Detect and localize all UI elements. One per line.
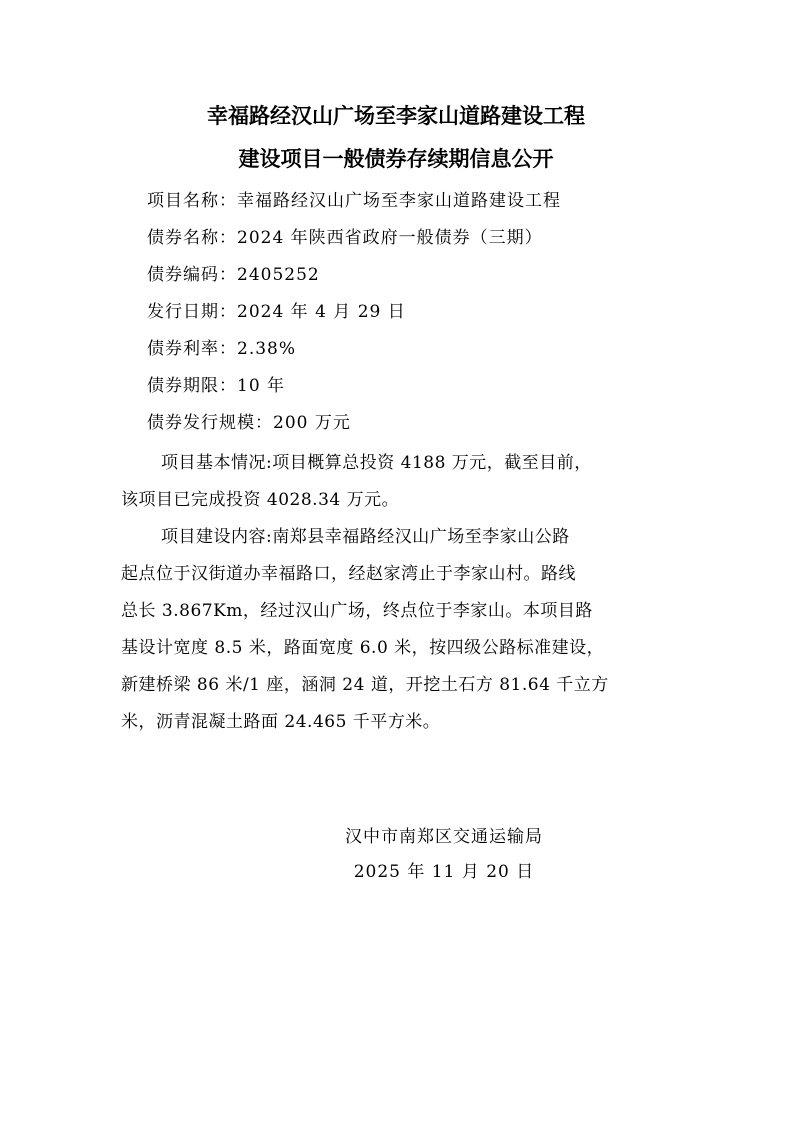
field-value: 2.38% bbox=[237, 339, 297, 359]
construction-paragraph bbox=[121, 526, 681, 748]
paragraph-line: 起点位于汉街道办幸福路口，经赵家湾止于李家山村。路线 bbox=[121, 564, 576, 584]
field-bond-code bbox=[147, 264, 320, 286]
paragraph-line: 项目基本情况:项目概算总投资 4188 万元，截至目前， bbox=[161, 453, 592, 473]
field-interest-rate bbox=[147, 338, 296, 360]
paragraph-line: 基设计宽度 8.5 米，路面宽度 6.0 米，按四级公路标准建设， bbox=[121, 638, 605, 658]
field-label: 项目名称： bbox=[147, 191, 237, 211]
field-issue-scale bbox=[147, 412, 351, 434]
document-title-line-1: 幸福路经汉山广场至李家山道路建设工程 bbox=[207, 103, 585, 128]
field-label: 债券发行规模： bbox=[147, 413, 273, 433]
field-label: 债券编码： bbox=[147, 265, 237, 285]
field-bond-name bbox=[147, 227, 543, 249]
issuing-organization: 汉中市南郑区交通运输局 bbox=[345, 827, 543, 847]
field-value: 2405252 bbox=[237, 265, 320, 285]
field-issue-date bbox=[147, 301, 406, 323]
paragraph-line: 米，沥青混凝土路面 24.465 千平方米。 bbox=[121, 712, 441, 732]
field-value: 2024 年 4 月 29 日 bbox=[237, 302, 406, 322]
field-label: 债券利率： bbox=[147, 339, 237, 359]
paragraph-line: 新建桥梁 86 米/1 座，涵洞 24 道，开挖土石方 81.64 千立方 bbox=[121, 675, 609, 695]
basic-info-paragraph bbox=[121, 452, 681, 526]
paragraph-line: 项目建设内容:南郑县幸福路经汉山广场至李家山公路 bbox=[161, 527, 570, 547]
paragraph-line: 该项目已完成投资 4028.34 万元。 bbox=[121, 490, 400, 510]
issue-date-signature: 2025 年 11 月 20 日 bbox=[353, 862, 535, 882]
field-value: 2024 年陕西省政府一般债券（三期） bbox=[237, 228, 543, 248]
paragraph-line: 总长 3.867Km，经过汉山广场，终点位于李家山。本项目路 bbox=[121, 601, 593, 621]
field-label: 债券名称： bbox=[147, 228, 237, 248]
field-value: 200 万元 bbox=[273, 413, 351, 433]
field-label: 债券期限： bbox=[147, 376, 237, 396]
document-title-line-2: 建设项目一般债券存续期信息公开 bbox=[238, 146, 554, 171]
field-value: 10 年 bbox=[237, 376, 286, 396]
field-term bbox=[147, 375, 285, 397]
field-project-name bbox=[147, 190, 561, 212]
field-label: 发行日期： bbox=[147, 302, 237, 322]
field-value: 幸福路经汉山广场至李家山道路建设工程 bbox=[237, 191, 561, 211]
